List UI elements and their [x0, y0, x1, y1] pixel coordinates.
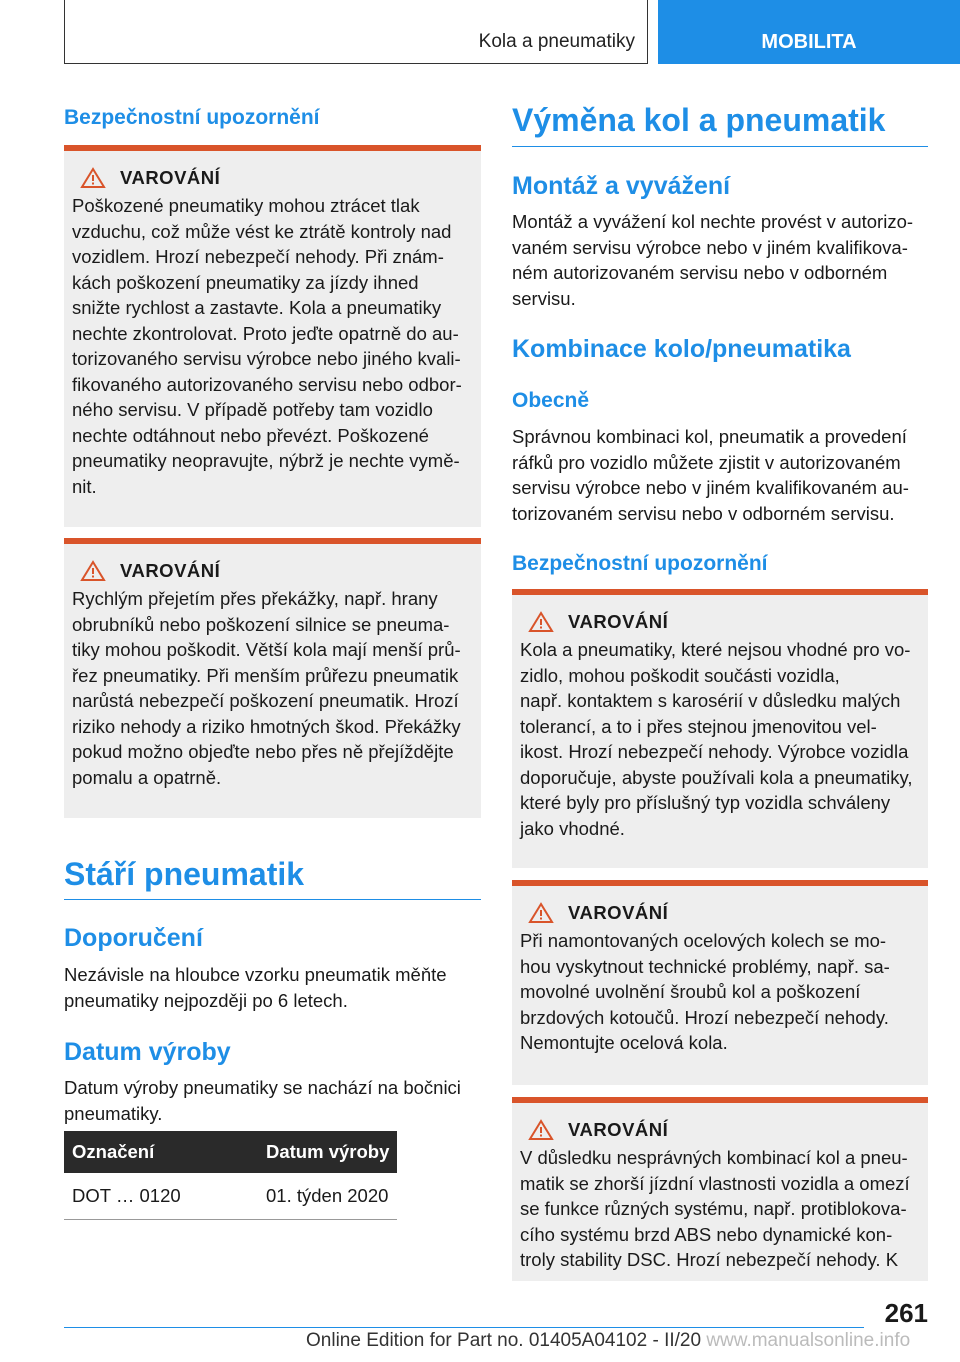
main-heading: Výměna kol a pneumatik — [512, 102, 886, 138]
warning-text: Při namontovaných ocelových kolech se mo- hou vyskytnout technické problémy, např. sa- movolné uvolnění šroubů kol a poškození brzdových kotoučů. Hrozí nebezpečí nehody. Nemontujte ocelová kola. — [520, 930, 890, 1053]
section-title: Kola a pneumatiky — [478, 31, 635, 52]
warning-text: Poškozené pneumatiky mohou ztrácet tlak vzduchu, což může vést ke ztrátě kontroly nad vozidlem. Hrozí nebezpečí nehody. Při znám- kách poškození pneumatiky za jízdy ihned snižte rychlost a zastavte. Kola a pneumatiky nechte zkontrolovat. Proto jeďte opatrně do au- torizovaného servisu výrobce nebo jiného kvali- fikovaného autorizovaného servisu nebo odbor- ného servisu. V případě potřeby tam vozidlo nechte odtáhnout nebo převézt. Poškozené pneumatiky neopravujte, nýbrž je nechte vymě- nit. — [72, 195, 462, 497]
table-row — [64, 1173, 397, 1220]
recommendation-text: Nezávisle na hloubce vzorku pneumatik měňte pneumatiky nejpozději po 6 letech. — [64, 964, 447, 1011]
header-box — [64, 0, 648, 64]
warning-title: VAROVÁNÍ — [120, 167, 221, 188]
warning-box — [64, 145, 481, 527]
watermark: www.manualsonline.info — [706, 1330, 911, 1351]
production-heading: Datum výroby — [64, 1038, 231, 1066]
warning-box — [512, 1097, 928, 1281]
warning-triangle-icon — [528, 902, 554, 924]
production-text: Datum výroby pneumatiky se nachází na bočnici pneumatiky. — [64, 1077, 461, 1124]
heading-rule — [64, 899, 481, 900]
warning-text: Kola a pneumatiky, které nejsou vhodné pro vo- zidlo, mohou poškodit součásti vozidla, např. kontaktem s karosérií v důsledku malých tolerancí, a to i přes stejnou jmenovitou vel- ikost. Hrozí nebezpečí nehody. Výrobce vozidla doporučuje, abyste používali kola a pneumatiky, které byly pro příslušný typ vozidla schváleny jako vhodné. — [520, 639, 913, 839]
general-text: Správnou kombinaci kol, pneumatik a provedení ráfků pro vozidlo můžete zjistit v autorizovaném servisu výrobce nebo v jiném kvalifikovaném au- torizovaném servisu nebo v odborném servisu. — [512, 426, 909, 524]
warning-triangle-icon — [528, 611, 554, 633]
table-header: Datum výroby — [258, 1131, 397, 1173]
warning-text: Rychlým přejetím přes překážky, např. hrany obrubníků nebo poškození silnice se pneuma- tiky mohou poškodit. Větší kola mají menší prů- řez pneumatiky. Při menším průřezu pneumatik narůstá nebezpečí poškození pneumatik. Hrozí riziko nehody a riziko hmotných škod. Překážky pokud možno objeďte nebo přes ně přejíždějte pomalu a opatrně. — [72, 588, 461, 788]
warning-box — [512, 589, 928, 868]
warning-triangle-icon — [80, 560, 106, 582]
safety-heading: Bezpečnostní upozornění — [512, 552, 768, 575]
warning-text: V důsledku nesprávných kombinací kol a pneu- matik se zhorší jízdní vlastnosti vozidla a omezí se funkce různých systému, např. protiblokova- cího systému brzd ABS nebo dynamické kon- troly stability DSC. Hrozí nebezpečí nehody. K — [520, 1147, 910, 1270]
combination-heading: Kombinace kolo/pneumatika — [512, 335, 851, 363]
safety-heading: Bezpečnostní upozornění — [64, 106, 320, 129]
warning-title: VAROVÁNÍ — [568, 1119, 669, 1140]
warning-triangle-icon — [80, 167, 106, 189]
age-heading: Stáří pneumatik — [64, 856, 305, 892]
warning-box — [512, 880, 928, 1085]
chapter-tab[interactable]: MOBILITA — [658, 0, 960, 64]
general-heading: Obecně — [512, 389, 590, 412]
table-header: Označení — [64, 1131, 258, 1173]
heading-rule — [512, 146, 928, 147]
page-number: 261 — [884, 1298, 928, 1328]
date-table — [64, 1131, 397, 1220]
warning-box — [64, 538, 481, 818]
warning-title: VAROVÁNÍ — [568, 611, 669, 632]
mounting-heading: Montáž a vyvážení — [512, 172, 731, 200]
warning-triangle-icon — [528, 1119, 554, 1141]
footer-rule — [64, 1327, 864, 1328]
table-cell: DOT … 0120 — [64, 1173, 258, 1220]
warning-title: VAROVÁNÍ — [568, 902, 669, 923]
table-cell: 01. týden 2020 — [258, 1173, 397, 1220]
mounting-text: Montáž a vyvážení kol nechte provést v autorizo- vaném servisu výrobce nebo v jiném kvalifikova- ném autorizovaném servisu nebo v odborném servisu. — [512, 211, 914, 309]
warning-title: VAROVÁNÍ — [120, 560, 221, 581]
footer-edition: Online Edition for Part no. 01405A04102 - II/20 www.manualsonline.info — [306, 1330, 911, 1351]
recommendation-heading: Doporučení — [64, 924, 203, 952]
